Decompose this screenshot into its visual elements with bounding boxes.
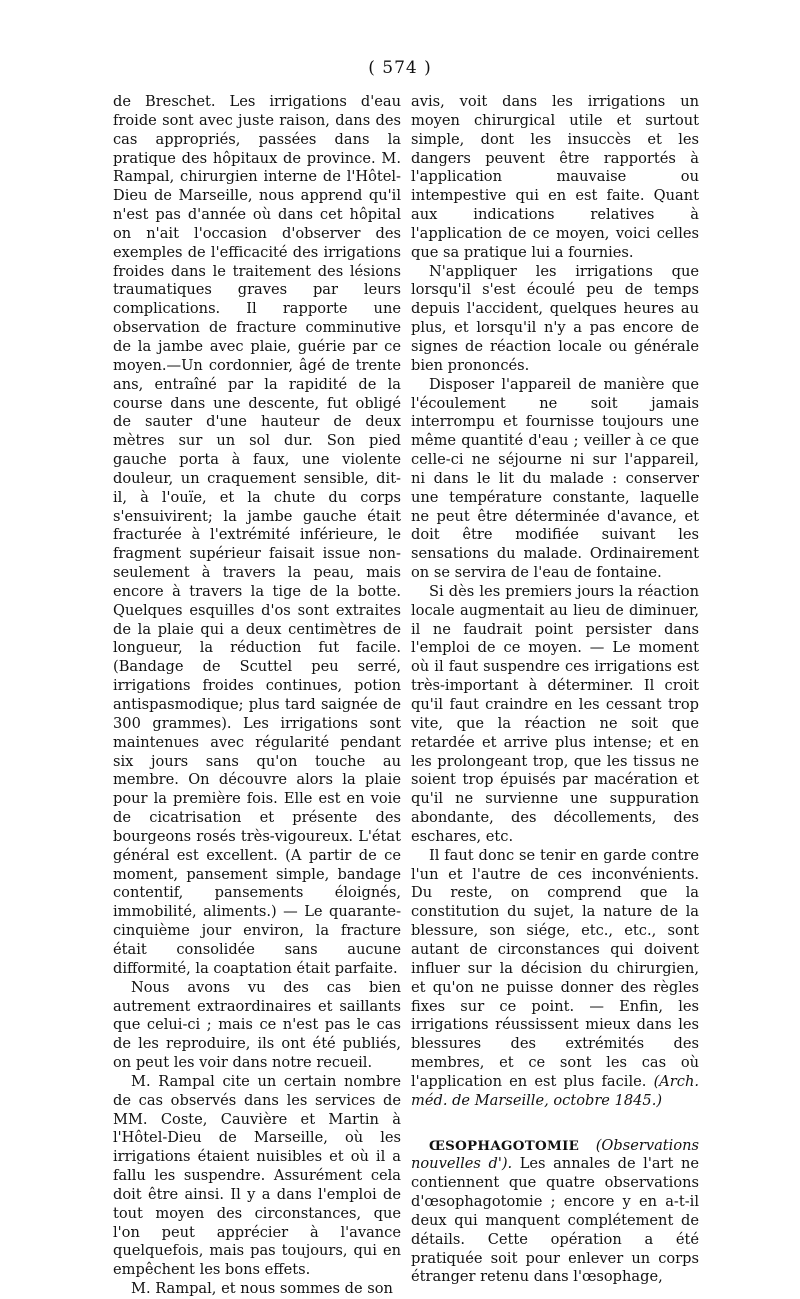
section-heading: ŒSOPHAGOTOMIE — [429, 1137, 580, 1154]
left-column — [113, 93, 401, 1299]
paragraph: M. Rampal cite un certain nombre de cas observés dans les services de MM. Coste, Cauvière et Martin à l'Hôtel-Dieu de Marseille, où les irrigations étaient nuisibles et où il a fallu les suspendre. Assurément cela doit être ainsi. Il y a dans l'emploi de tout moyen des circonstances, que l'on peut apprécier à l'avance quelquefois, mais pas toujours, qui en empêchent les bons effets. — [113, 1072, 401, 1279]
paragraph: Disposer l'appareil de manière que l'écoulement ne soit jamais interrompu et fournisse toujours une même quantité d'eau ; veiller à ce que celle-ci ne séjourne ni sur l'appareil, ni dans le lit du malade : conserver une température constante, laquelle ne peut être déterminée d'avance, et doit être modifiée suivant les sensations du malade. Ordinairement on se servira de l'eau de fontaine. — [411, 375, 699, 582]
paragraph-text: Il faut donc se tenir en garde contre l'un et l'autre de ces inconvénients. Du reste, on comprend que la constitution du sujet, la nature de la blessure, son siége, etc., etc., sont autant de circonstances qui doivent influer sur la décision du chirurgien, et qu'on ne puisse donner des règles fixes sur ce point. — Enfin, les irrigations réussissent mieux dans les blessures des extrémités des membres, et ce sont les cas où l'application en est plus facile. — [411, 846, 699, 1090]
paragraph: avis, voit dans les irrigations un moyen chirurgical utile et surtout simple, dont les insuccès et les dangers peuvent être rapportés à l'application mauvaise ou intempestive qui en est faite. Quant aux indications relatives à l'application de ce moyen, voici celles que sa pratique lui a fournies. — [411, 93, 699, 261]
citation: (Arch. méd. de Marseille, octobre 1845.) — [411, 1072, 699, 1109]
paragraph: Nous avons vu des cas bien autrement extraordinaires et saillants que celui-ci ; mais ce n'est pas le cas de les reproduire, ils ont été publiés, on peut les voir dans notre recueil. — [113, 978, 401, 1072]
right-column — [411, 93, 699, 1287]
paragraph: de Breschet. Les irrigations d'eau froide sont avec juste raison, dans des cas appropriés, passées dans la pratique des hôpitaux de province. M. Rampal, chirurgien interne de l'Hôtel-Dieu de Marseille, nous apprend qu'il n'est pas d'année où dans cet hôpital on n'ait l'occasion d'observer des exemples de l'efficacité des irrigations froides dans le traitement des lésions traumatiques graves par leurs complications. Il rapporte une observation de fracture comminutive de la jambe avec plaie, guérie par ce moyen.—Un cordonnier, âgé de trente ans, entraîné par la rapidité de la course dans une descente, fut obligé de sauter d'une hauteur de deux mètres sur un sol dur. Son pied gauche porta à faux, une violente douleur, un craquement sensible, dit-il, à l'ouïe, et la chute du corps s'ensuivirent; la jambe gauche était fracturée à l'extrémité inférieure, le fragment supérieur faisait issue non-seulement à travers la peau, mais encore à travers la tige de la botte. Quelques esquilles d'os sont extraites de la plaie qui a deux centimètres de longueur, la réduction fut facile. (Bandage de Scuttel peu serré, irrigations froides continues, potion antispasmodique; plus tard saignée de 300 grammes). Les irrigations sont maintenues avec régularité pendant six jours sans qu'on touche au membre. On découvre alors la plaie pour la première fois. Elle est en voie de cicatrisation et présente des bourgeons rosés très-vigoureux. L'état général est excellent. (A partir de ce moment, pansement simple, bandage contentif, pansements éloignés, immobilité, aliments.) — Le quarante-cinquième jour environ, la fracture était consolidée sans aucune difformité, la coaptation était parfaite. — [113, 93, 401, 977]
paragraph — [411, 847, 699, 1111]
section-paragraph — [411, 1137, 699, 1288]
section-subtitle: (Observations nouvelles d'). — [411, 1136, 699, 1173]
paragraph-text: Les annales de l'art ne contiennent que quatre observations d'œsophagotomie ; encore y en a-t-il deux qui manquent complétement de détails. Cette opération a été pratiquée soit pour enlever un corps étranger retenu dans l'œsophage, — [411, 1155, 699, 1286]
page-number: ( 574 ) — [368, 58, 432, 78]
paragraph: N'appliquer les irrigations que lorsqu'il s'est écoulé peu de temps depuis l'accident, quelques heures au plus, et lorsqu'il n'y a pas encore de signes de réaction locale ou générale bien prononcés. — [411, 262, 699, 374]
paragraph: M. Rampal, et nous sommes de son — [131, 1280, 393, 1298]
paragraph: Si dès les premiers jours la réaction locale augmentait au lieu de diminuer, il ne faudrait point persister dans l'emploi de ce moyen. — Le moment où il faut suspendre ces irrigations est très-important à déterminer. Il croit qu'il faut craindre en les cessant trop vite, que la réaction ne soit que retardée et arrive plus intense; et en les prolongeant trop, que les tissus ne soient trop épuisés par macération et qu'il ne survienne une suppuration abondante, des décollements, des eschares, etc. — [411, 582, 699, 845]
